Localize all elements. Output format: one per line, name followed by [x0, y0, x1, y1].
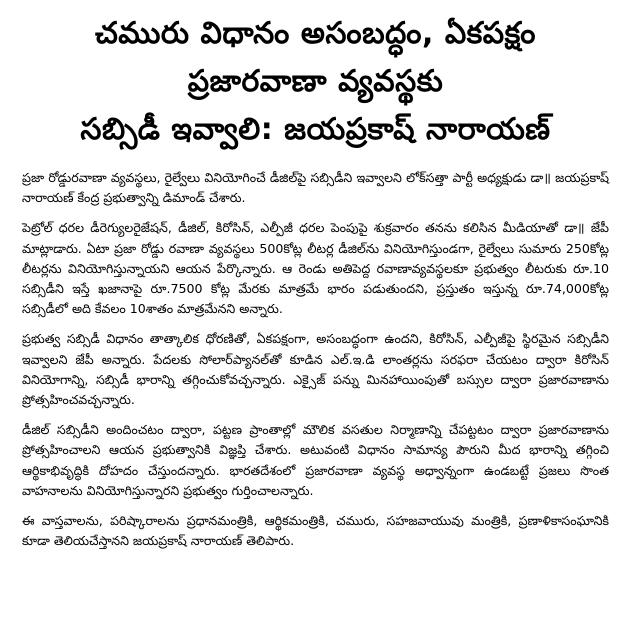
paragraph-3: ప్రభుత్వ సబ్సిడీ విధానం తాత్కాలిక ధోరణితో, ఏకపక్షంగా, అసంబద్ధంగా ఉందని, కిరోసిన్, ఎల్పీజీపై స్థిరమైన సబ్సిడీని ఇవ్వాలని జేపీ అన్నారు. పేదలకు సోలార్‌ప్యానల్‌తో కూడిన ఎల్.ఇ.డి లాంతర్లను సరఫరా చేయటం ద్వారా కిరోసిన్ వినియోగాన్ని, సబ్సిడీ భారాన్ని తగ్గించుకోవచ్చన్నారు. ఎక్సైజ్ పన్ను మినహాయింపుతో బస్సుల ద్వారా ప్రజారవాణాను ప్రోత్సహించవచ్చన్నారు.: [22, 331, 609, 408]
paragraph-2: పెట్రోల్ ధరల డీరెగ్యులరైజేషన్, డీజిల్, కిరోసిన్, ఎల్పీజీ ధరల పెంపుపై శుక్రవారం తనను కలిసిన మీడియాతో డా॥ జేపీ మాట్లాడారు. ఏటా ప్రజా రోడ్డు రవాణా వ్యవస్థలు 500కోట్ల లీటర్ల డీజిల్‌ను వినియోగిస్తుండగా, రైల్వేలు సుమారు 250కోట్ల లీటర్లను వినియోగిస్తున్నాయని ఆయన పేర్కొన్నారు. ఆ రెండు అతిపెద్ద రవాణావ్యవస్థలకూ ప్రభుత్వం లీటరుకు రూ.10 సబ్సిడీని ఇస్తే ఖజానాపై రూ.7500 కోట్ల మేరకు మాత్రమే భారం పడుతుందని, ప్రస్తుతం ఇస్తున్న రూ.74,000కోట్ల సబ్సిడీలో అది కేవలం 10శాతం మాత్రమేనని అన్నారు.: [22, 220, 609, 317]
paragraph-5: ఈ వాస్తవాలను, పరిష్కారాలను ప్రధానమంత్రికి, ఆర్థికమంత్రికి, చమురు, సహజవాయువు మంత్రికి, ప్రణాళికాసంఘానికి కూడా తెలియచేస్తానని జయప్రకాష్ నారాయణ్ తెలిపారు.: [22, 513, 609, 549]
headline-line-2: ప్రజారవాణా వ్యవస్థకు: [187, 64, 444, 99]
article-headline: [22, 10, 609, 154]
paragraph-1: ప్రజా రోడ్డురవాణా వ్యవస్థలు, రైల్వేలు వినియోగించే డీజిల్‌పై సబ్సిడీని ఇవ్వాలని లోక్‌సత్తా పార్టీ అధ్యక్షుడు డా॥ జయప్రకాష్ నారాయణ్ కేంద్ర ప్రభుత్వాన్ని డిమాండ్ చేశారు.: [22, 170, 609, 206]
headline-line-1: చమురు విధానం అసంబద్ధం, ఏకపక్షం: [94, 16, 537, 51]
headline-line-3: సబ్సిడీ ఇవ్వాలి: జయప్రకాష్ నారాయణ్: [80, 112, 551, 147]
article-body: [22, 168, 609, 551]
paragraph-4: డీజిల్ సబ్సిడీని అందించటం ద్వారా, పట్టణ ప్రాంతాల్లో మౌలిక వసతుల నిర్మాణాన్ని చేపట్టటం ద్వారా ప్రజారవాణాను ప్రోత్సహించాలని ఆయన ప్రభుత్వానికి విజ్ఞప్తి చేశారు. అటువంటి విధానం సామాన్య పౌరుని మీద భారాన్ని తగ్గించి ఆర్థికాభివృద్ధికి దోహదం చేస్తుందన్నారు. భారతదేశంలో ప్రజారవాణా వ్యవస్థ అధ్వాన్నంగా ఉండబట్టే ప్రజలు సొంత వాహనాలను వినియోగిస్తున్నారని ప్రభుత్వం గుర్తించాలన్నారు.: [22, 422, 609, 498]
